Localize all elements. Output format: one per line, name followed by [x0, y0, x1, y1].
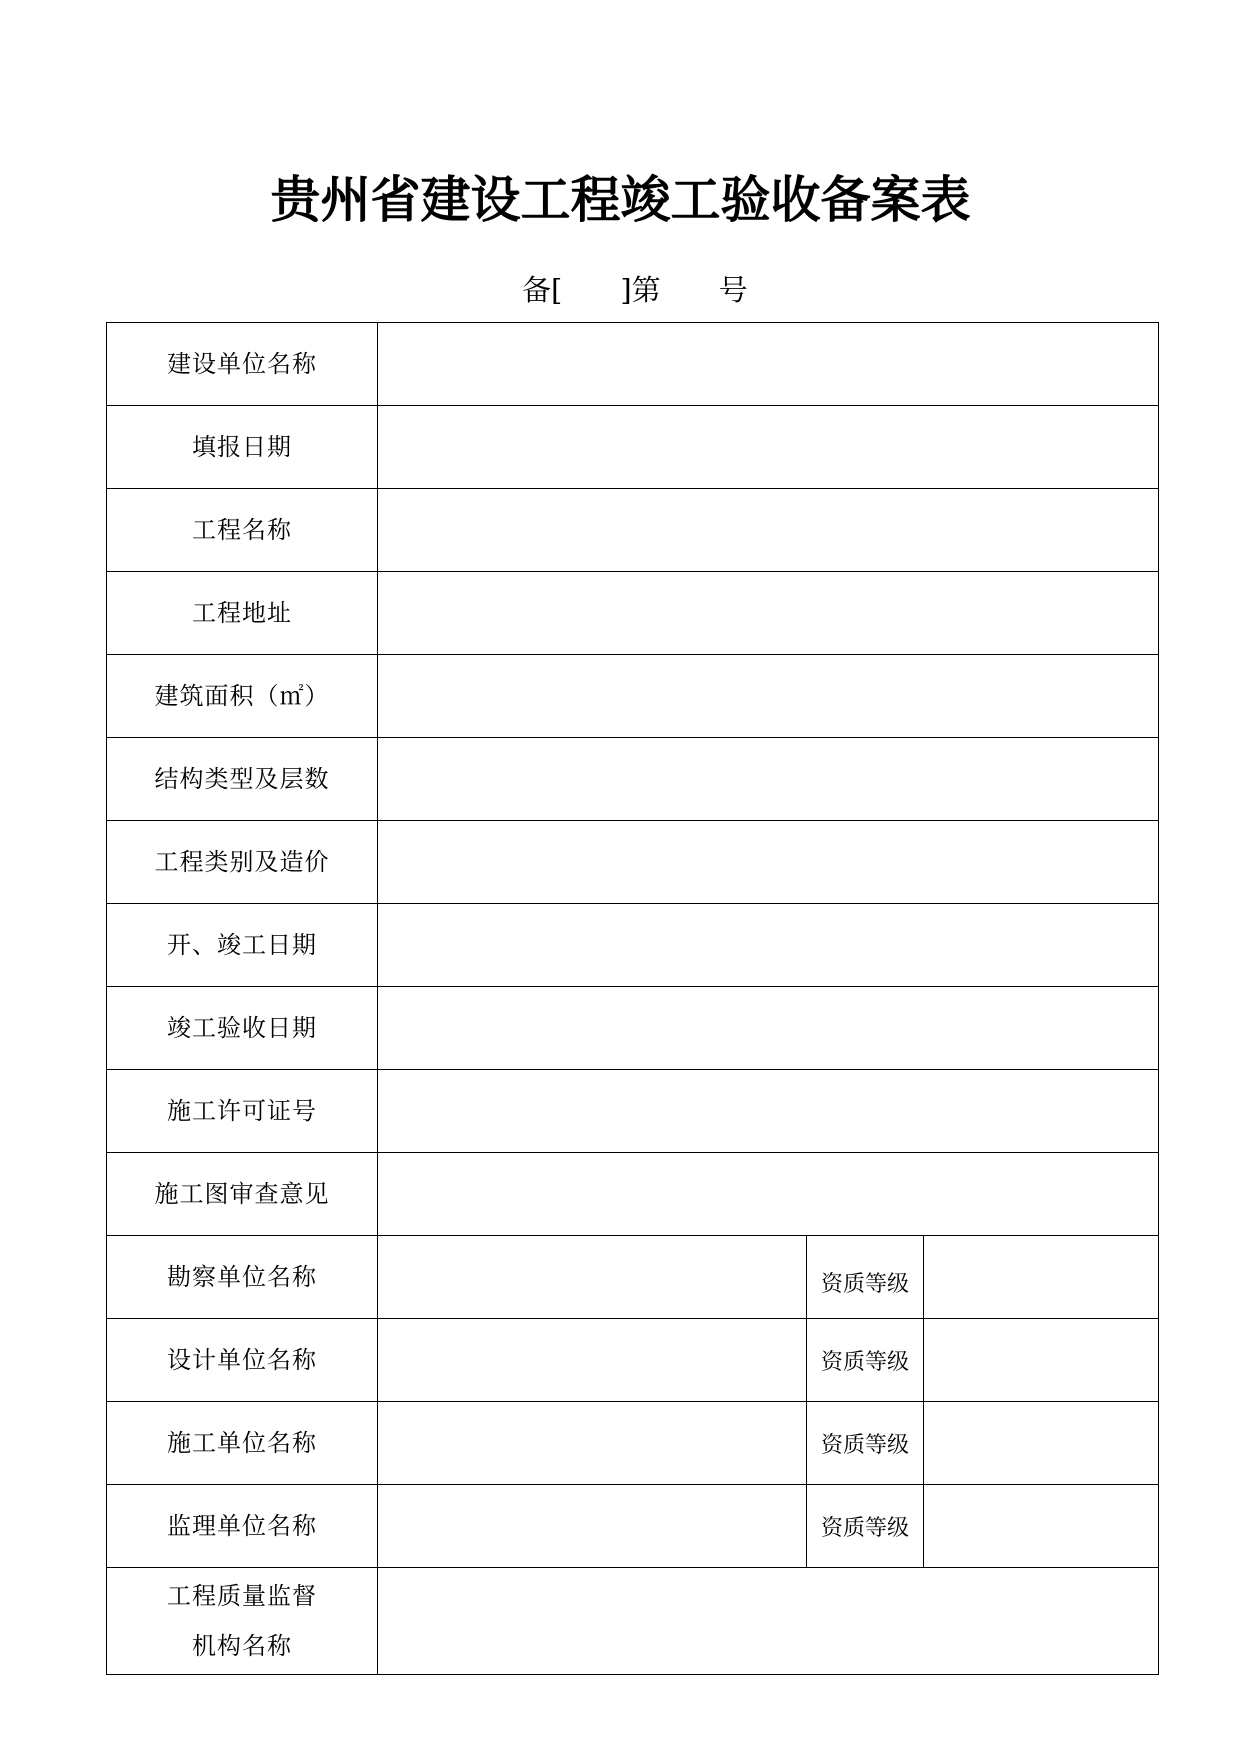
- label-acceptance-date: 竣工验收日期: [107, 987, 378, 1069]
- field-construction-contractor[interactable]: [378, 1402, 807, 1484]
- field-project-name[interactable]: [378, 489, 1158, 571]
- label-start-end-date: 开、竣工日期: [107, 904, 378, 986]
- label-supervision-unit: 监理单位名称: [107, 1485, 378, 1567]
- label-supervision-qualification: 资质等级: [807, 1485, 924, 1567]
- field-permit-number[interactable]: [378, 1070, 1158, 1152]
- label-contractor-qualification: 资质等级: [807, 1402, 924, 1484]
- field-report-date[interactable]: [378, 406, 1158, 488]
- label-quality-supervision-agency: [107, 1568, 378, 1674]
- filing-form-table: [106, 322, 1159, 1675]
- label-report-date: 填报日期: [107, 406, 378, 488]
- label-project-address: 工程地址: [107, 572, 378, 654]
- label-structure-floors: 结构类型及层数: [107, 738, 378, 820]
- field-construction-unit[interactable]: [378, 323, 1158, 405]
- row-building-area: [107, 655, 1158, 738]
- label-survey-unit: 勘察单位名称: [107, 1236, 378, 1318]
- label-permit-number: 施工许可证号: [107, 1070, 378, 1152]
- row-category-cost: [107, 821, 1158, 904]
- label-building-area: 建筑面积（㎡）: [107, 655, 378, 737]
- label-survey-qualification: 资质等级: [807, 1236, 924, 1318]
- row-drawing-review: [107, 1153, 1158, 1236]
- label-drawing-review: 施工图审查意见: [107, 1153, 378, 1235]
- field-supervision-qualification[interactable]: [924, 1485, 1158, 1567]
- field-quality-supervision-agency[interactable]: [378, 1568, 1158, 1674]
- record-number: 备[ ]第 号: [522, 273, 748, 307]
- row-construction-contractor: [107, 1402, 1158, 1485]
- label-line-2: 机构名称: [192, 1632, 292, 1660]
- field-acceptance-date[interactable]: [378, 987, 1158, 1069]
- field-project-address[interactable]: [378, 572, 1158, 654]
- label-construction-contractor: 施工单位名称: [107, 1402, 378, 1484]
- field-survey-unit[interactable]: [378, 1236, 807, 1318]
- row-permit-number: [107, 1070, 1158, 1153]
- row-design-unit: [107, 1319, 1158, 1402]
- field-contractor-qualification[interactable]: [924, 1402, 1158, 1484]
- label-design-qualification: 资质等级: [807, 1319, 924, 1401]
- label-design-unit: 设计单位名称: [107, 1319, 378, 1401]
- row-start-end-date: [107, 904, 1158, 987]
- row-report-date: [107, 406, 1158, 489]
- row-project-name: [107, 489, 1158, 572]
- label-line-1: 工程质量监督: [167, 1582, 317, 1610]
- field-start-end-date[interactable]: [378, 904, 1158, 986]
- label-construction-unit: 建设单位名称: [107, 323, 378, 405]
- row-quality-supervision-agency: [107, 1568, 1158, 1674]
- row-project-address: [107, 572, 1158, 655]
- label-project-name: 工程名称: [107, 489, 378, 571]
- form-title: 贵州省建设工程竣工验收备案表: [270, 171, 971, 229]
- field-category-cost[interactable]: [378, 821, 1158, 903]
- field-building-area[interactable]: [378, 655, 1158, 737]
- field-drawing-review[interactable]: [378, 1153, 1158, 1235]
- field-supervision-unit[interactable]: [378, 1485, 807, 1567]
- row-supervision-unit: [107, 1485, 1158, 1568]
- field-structure-floors[interactable]: [378, 738, 1158, 820]
- row-construction-unit: [107, 323, 1158, 406]
- field-survey-qualification[interactable]: [924, 1236, 1158, 1318]
- field-design-unit[interactable]: [378, 1319, 807, 1401]
- row-structure-floors: [107, 738, 1158, 821]
- row-survey-unit: [107, 1236, 1158, 1319]
- label-category-cost: 工程类别及造价: [107, 821, 378, 903]
- row-acceptance-date: [107, 987, 1158, 1070]
- field-design-qualification[interactable]: [924, 1319, 1158, 1401]
